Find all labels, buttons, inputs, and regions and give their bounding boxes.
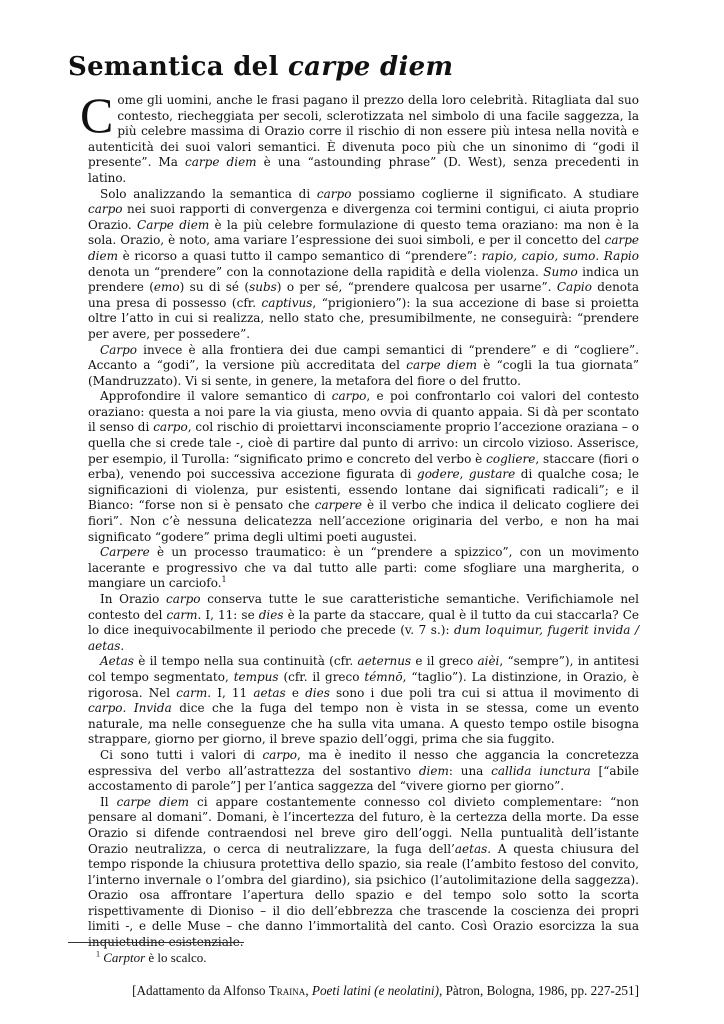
paragraph: Carpo invece è alla frontiera dei due campi semantici di “prendere” e di “cogliere”. Accanto a “godi”, la versione più accreditata del carpe diem è “cogli la tua giornata” (Mandruzzato). Vi si sente, in genere, la metafora del fiore o del frutto. <box>88 342 639 388</box>
paragraph: Approfondire il valore semantico di carpo, e poi confrontarlo coi valori del contesto oraziano: questa a noi pare la via giusta, meno ovvia di quanto appaia. Si dà per scontato il senso di carpo, col rischio di proiettarvi inconsciamente proprio l’accezione oraziana – o quella che si crede tale -, cioè di partire dal punto di arrivo: un circolo vizioso. Asserisce, per esempio, il Turolla: “significato primo e concreto del verbo è cogliere, staccare (fiori o erba), venendo poi successiva accezione figurata di godere, gustare di qualche cosa; le significazioni di violenza, pur esistenti, essendo lontane dai significati radicali”; e il Bianco: “forse non si è pensato che carpere è il verbo che indica il delicato cogliere dei fiori”. Non c’è nessuna delicatezza nell’accezione originaria del verbo, e non ha mai significato “godere” prima degli ultimi poeti augustei. <box>88 389 639 544</box>
paragraph: Ci sono tutti i valori di carpo, ma è inedito il nesso che aggancia la concretezza espressiva del verbo all’astrattezza del sostantivo diem: una callida iunctura [“abile accostamento di parole”] per l’antica saggezza del “vivere giorno per giorno”. <box>88 747 640 794</box>
paragraph: Come gli uomini, anche le frasi pagano il prezzo della loro celebrità. Ritagliata dal suo contesto, riecheggiata per secoli, sclerotizzata nel simbolo di una facile saggezza, la più celebre massima di Orazio corre il rischio di non essere più intesa nella novità e autenticità dei suoi valori semantici. È divenuta poco più che un sinonimo di “godi il presente”. Ma carpe diem è una “astounding phrase” (D. West), senza precedenti in latino. <box>80 87 639 185</box>
footnote: $^1$ Carptor è lo scalco. <box>96 949 207 965</box>
source-citation: [Adattamento da Alfonso Traina, Poeti latini (e neolatini), Pàtron, Bologna, 1986, pp. 227-251] <box>132 982 639 998</box>
paragraph: In Orazio carpo conserva tutte le sue caratteristiche semantiche. Verifichiamole nel contesto del carm. I, 11: se dies è la parte da staccare, qual è il tutto da cui staccarla? Ce lo dice inequivocabilmente il periodo che precede (v. 7 s.): dum loquimur, fugerit invida / aetas. <box>88 592 640 653</box>
paragraph: Il carpe diem ci appare costantemente connesso col divieto complementare: “non pensare al domani”. Domani, è l’incertezza del futuro, è la certezza della morte. Da esse Orazio si difende contraendosi nel breve giro dell’oggi. Nella puntualità dell’istante Orazio neutralizza, o cerca di neutralizzare, la fuga dell’aetas. A questa chiusura del tempo risponde la chiusura protettiva dello spazio, sia reale (l’ambito festoso del convito, l’interno invernale o l’ombra del giardino), sia psichico (l’autolimitazione della saggezza). Orazio osa affrontare l’apertura dello spazio e del tempo solo sotto la scorta rispettivamente di Dioniso – il dio dell’ebbrezza che trascende la coscienza dei propri limiti -, e delle Muse – che danno l’immortalità del canto. Così Orazio esorcizza la sua inquietudine esistenziale. <box>88 794 639 950</box>
page-title: Semantica del carpe diem <box>68 52 454 82</box>
page-content <box>68 40 640 999</box>
article-body <box>80 87 640 951</box>
paragraph: Carpere è un processo traumatico: è un “prendere a spizzico”, con un movimento lacerante e progressivo che va dal tutto alle parti: come sfogliare una margherita, o mangiare un carciofo.$^1$ <box>88 545 639 591</box>
paragraph: Aetas è il tempo nella sua continuità (cfr. aeternus e il greco aièi, “sempre”), in antitesi col tempo segmentato, tempus (cfr. il greco témnō, “taglio”). La distinzione, in Orazio, è rigorosa. Nel carm. I, 11 aetas e dies sono i due poli tra cui si attua il movimento di carpo. Invida dice che la fuga del tempo non è vista in se stessa, come un evento naturale, ma nelle conseguenze che ha sulla vita umana. A questo tempo ostile bisogna strappare, giorno per giorno, il breve spazio dell’oggi, prima che sia fuggito. <box>88 654 640 747</box>
footnote-ref: 1 <box>221 575 227 585</box>
drop-cap: C <box>80 87 114 143</box>
footnote-divider <box>68 942 244 943</box>
paragraph: Solo analizzando la semantica di carpo possiamo coglierne il significato. A studiare carpo nei suoi rapporti di convergenza e divergenza coi termini contigui, ci aiuta proprio Orazio. Carpe diem è la più celebre formulazione di questo tema oraziano: ma non è la sola. Orazio, è noto, ama variare l’espressione dei suoi simboli, e per il concetto del carpe diem è ricorso a quasi tutto il campo semantico di “prendere”: rapio, capio, sumo. Rapio denota un “prendere” con la connotazione della rapidità e della violenza. Sumo indica un prendere (emo) su di sé (subs) o per sé, “prendere qualcosa per usarne”. Capio denota una presa di possesso (cfr. captivus, “prigioniero”): la sua accezione di base si proietta oltre l’atto in cui si realizza, nello stato che, presumibilmente, ne conseguirà: “prendere per avere, per possedere”. <box>88 186 640 341</box>
